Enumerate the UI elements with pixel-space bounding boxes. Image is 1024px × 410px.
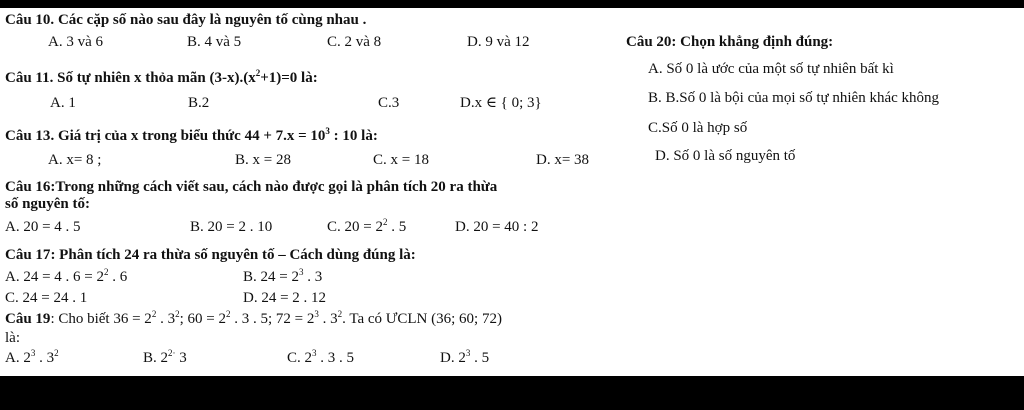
q13-option-a: A. x= 8 ;	[48, 152, 102, 168]
q13-stem: Câu 13. Giá trị của x trong biểu thức $44 + 7.x = 10^3$ : 10 là:	[5, 126, 378, 144]
q20-option-c: C.Số 0 là hợp số	[648, 120, 748, 136]
q11-option-d: D.x ∈ { 0; 3}	[460, 95, 542, 111]
q20-title: Câu 20: Chọn khẳng định đúng:	[626, 34, 834, 50]
q16-option-d: D. 20 = 40 : 2	[455, 219, 539, 235]
q19-stem-line2: là:	[5, 330, 20, 346]
q13-option-c: C. x = 18	[373, 152, 429, 168]
q10-stem: Câu 10. Các cặp số nào sau đây là nguyên tố cùng nhau .	[5, 12, 367, 28]
q20-option-a: A. Số 0 là ước của một số tự nhiên bất kì	[648, 61, 894, 77]
q19-option-d: D. $2^3$ . 5	[440, 348, 490, 366]
q20-option-d: D. Số 0 là số nguyên tố	[655, 148, 796, 164]
q16-stem-line2: số nguyên tố:	[5, 196, 91, 212]
q10-option-d: D. 9 và 12	[467, 34, 530, 50]
q16-option-b: B. 20 = 2 . 10	[190, 219, 273, 235]
q13-option-d: D. x= 38	[536, 152, 590, 168]
q10-option-b: B. 4 và 5	[187, 34, 242, 50]
worksheet-page	[0, 8, 1024, 376]
q17-stem: Câu 17: Phân tích 24 ra thừa số nguyên tố – Cách dùng đúng là:	[5, 247, 416, 263]
q19-option-a: A. $2^3$ . $3^2$	[5, 348, 59, 366]
q16-option-c: C. $20 = 2^2$ . 5	[327, 217, 407, 235]
q13-option-b: B. x = 28	[235, 152, 291, 168]
q11-option-c: C.3	[378, 95, 400, 111]
q10-option-c: C. 2 và 8	[327, 34, 382, 50]
q11-option-b: B.2	[188, 95, 210, 111]
q17-option-a: A. 24 = 4 . $6 = 2^2$ . 6	[5, 267, 128, 285]
q17-option-b: B. $24 = 2^3$ . 3	[243, 267, 323, 285]
q17-option-c: C. 24 = 24 . 1	[5, 290, 88, 306]
q19-option-c: C. $2^3$ . 3 . 5	[287, 348, 355, 366]
q19-option-b: B. $2^{2\cdot}$ 3	[143, 348, 187, 366]
q19-stem: Câu 19: Cho biết $36 = 2^2$ . $3^2$; $60 = 2^2$ . 3 . 5; $72 = 2^3$ . $3^2$. Ta có ƯCLN (36; 60; 72)	[5, 309, 502, 327]
q10-option-a: A. 3 và 6	[48, 34, 103, 50]
q17-option-d: D. 24 = 2 . 12	[243, 290, 327, 306]
q11-option-a: A. 1	[50, 95, 76, 111]
q16-stem-line1: Câu 16:Trong những cách viết sau, cách nào được gọi là phân tích 20 ra thừa	[5, 179, 498, 195]
q11-stem: Câu 11. Số tự nhiên x thỏa mãn $(3-x).(x^2+1)=0$ là:	[5, 68, 318, 86]
q20-option-b: B. B.Số 0 là bội của mọi số tự nhiên khác không	[648, 90, 940, 106]
q16-option-a: A. 20 = 4 . 5	[5, 219, 81, 235]
